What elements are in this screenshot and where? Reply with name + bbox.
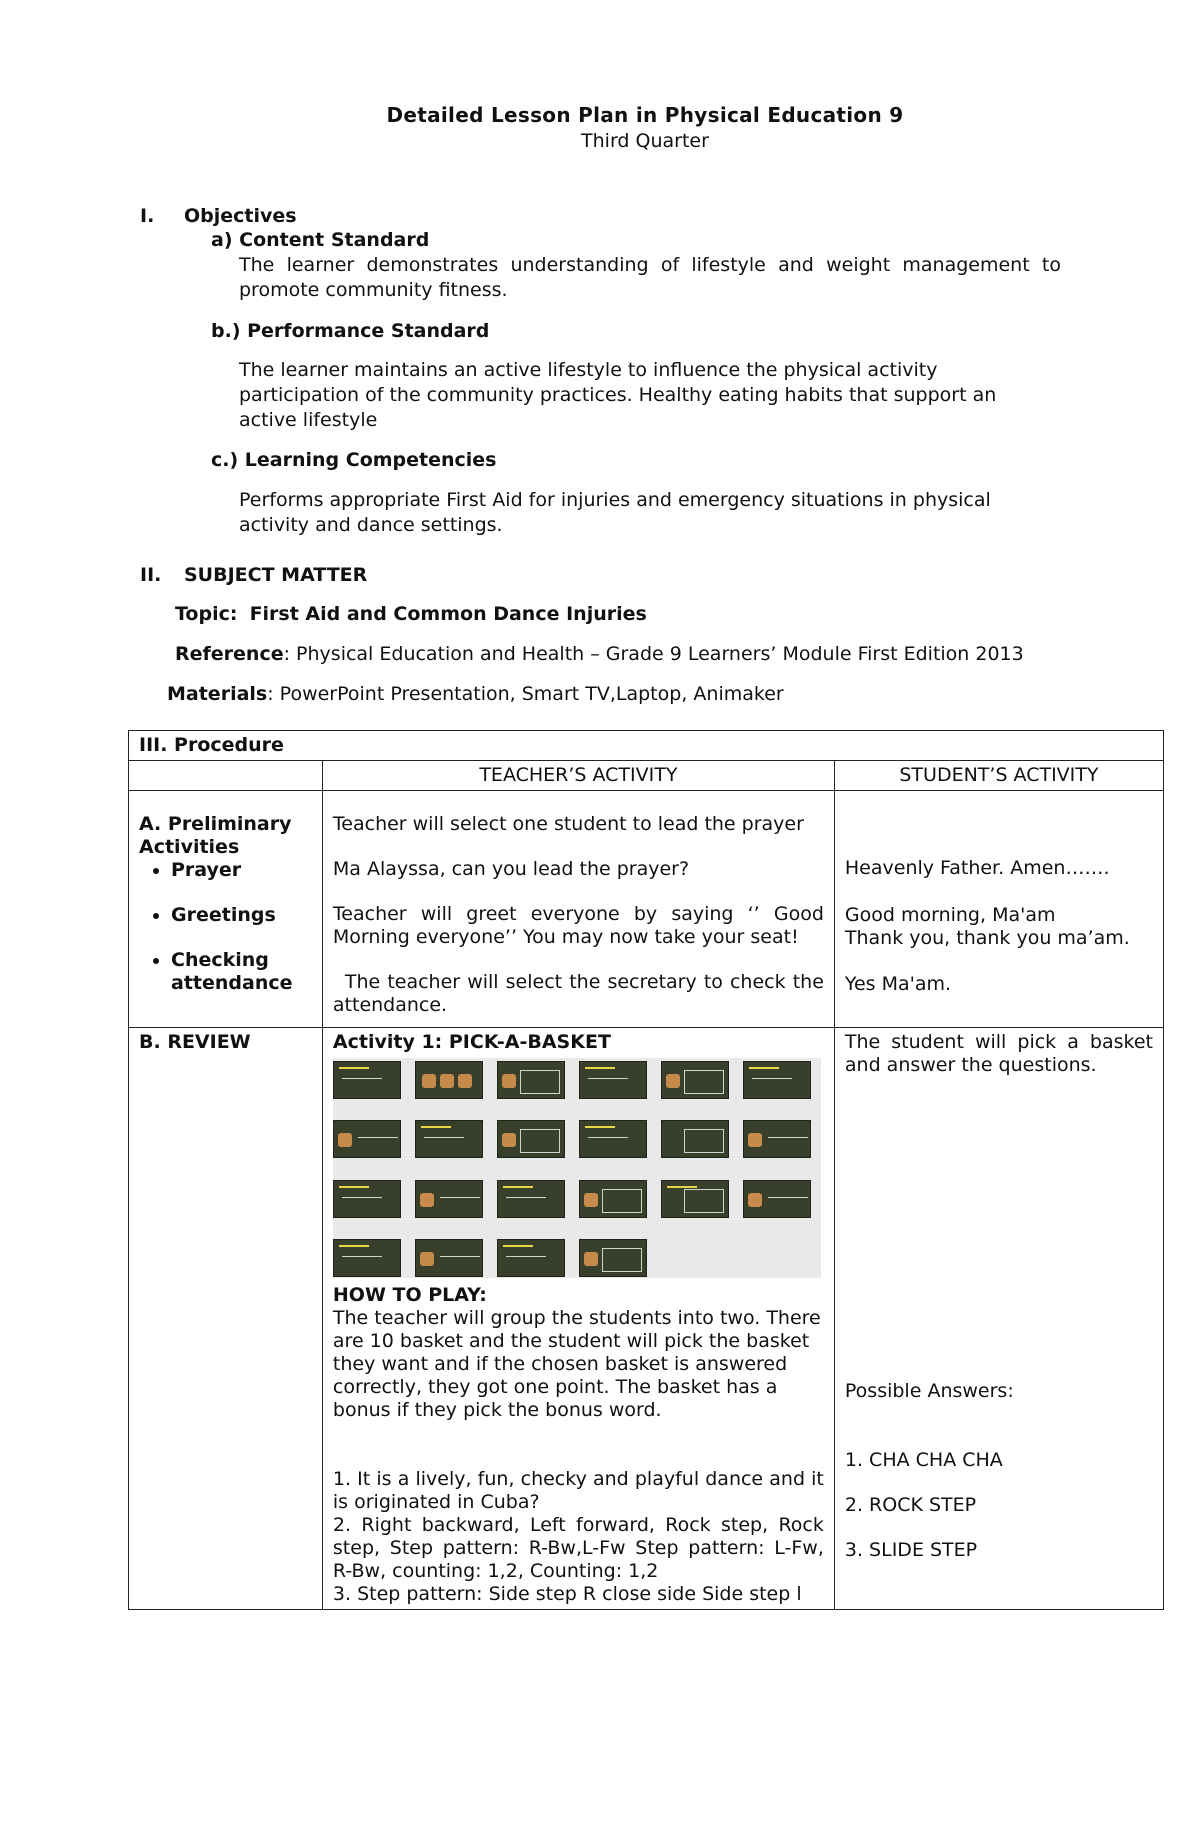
slide-thumb — [661, 1061, 729, 1099]
procedure-blank-header-cell — [129, 761, 323, 791]
teacher-prelim-3: Teacher will greet everyone by saying ‘’ Good Morning everyone’’ You may now take your seat! — [332, 903, 824, 948]
answer-1: 1. CHA CHA CHA — [844, 1449, 1003, 1471]
bullet-greetings: • Greetings — [171, 904, 312, 927]
question-2: 2. Right backward, Left forward, Rock step, Rock step, Step pattern: R-Bw,L-Fw Step pattern: L-Fw, R-Bw, counting: 1,2, Counting: 1,2 — [332, 1514, 824, 1582]
student-review-intro: The student will pick a basket and answer the questions. — [844, 1031, 1153, 1076]
slide-thumb — [579, 1120, 647, 1158]
question-3: 3. Step pattern: Side step R close side Side step l — [332, 1583, 802, 1605]
slide-thumb — [661, 1180, 729, 1218]
how-to-play-text: The teacher will group the students into two. There are 10 basket and the student will pick the basket they want and if the chosen basket is answered correctly, they got one point. The basket has a bonus if they pick the bonus word. — [332, 1307, 821, 1421]
slide-thumb — [743, 1120, 811, 1158]
answer-2: 2. ROCK STEP — [844, 1494, 977, 1516]
subject-matter-numeral: II. — [140, 564, 162, 586]
preliminary-row — [129, 791, 1164, 1028]
possible-answers-label: Possible Answers: — [844, 1380, 1014, 1402]
slide-thumb — [579, 1239, 647, 1277]
slide-thumbnails-image — [333, 1058, 821, 1278]
bullet-checking-attendance: • Checking attendance — [171, 949, 312, 995]
slide-thumb — [497, 1120, 565, 1158]
content-standard-heading: a) Content Standard — [211, 229, 430, 251]
procedure-table — [128, 730, 1164, 1610]
student-prelim-2: Good morning, Ma'am — [844, 904, 1056, 926]
slide-thumb — [333, 1239, 401, 1277]
slide-thumb — [415, 1239, 483, 1277]
slide-thumb — [333, 1061, 401, 1099]
activity-title: Activity 1: PICK-A-BASKET — [332, 1031, 611, 1053]
question-1: 1. It is a lively, fun, checky and playful dance and it is originated in Cuba? — [332, 1468, 824, 1513]
subject-matter-heading: SUBJECT MATTER — [184, 564, 368, 586]
slide-thumb — [497, 1061, 565, 1099]
slide-thumb — [333, 1180, 401, 1218]
slide-thumb — [579, 1180, 647, 1218]
teacher-prelim-2: Ma Alayssa, can you lead the prayer? — [332, 858, 690, 880]
review-heading: B. REVIEW — [129, 1028, 323, 1610]
slide-thumb — [661, 1120, 729, 1158]
slide-thumb — [743, 1180, 811, 1218]
student-activity-header: STUDENT’S ACTIVITY — [834, 761, 1163, 791]
topic-value: First Aid and Common Dance Injuries — [249, 603, 647, 625]
materials-line — [167, 683, 784, 705]
slide-thumb — [415, 1180, 483, 1218]
teacher-prelim-1: Teacher will select one student to lead the prayer — [332, 813, 804, 835]
objectives-heading: Objectives — [184, 205, 297, 227]
objectives-numeral: I. — [140, 205, 155, 227]
slide-thumb — [415, 1120, 483, 1158]
learning-competencies-heading: c.) Learning Competencies — [211, 449, 497, 471]
content-standard-text: The learner demonstrates understanding of lifestyle and weight management to promote community fitness. — [239, 254, 1061, 301]
slide-thumb — [497, 1180, 565, 1218]
page-title: Detailed Lesson Plan in Physical Education 9 — [386, 103, 904, 127]
slide-thumb — [579, 1061, 647, 1099]
student-prelim-3: Thank you, thank you ma’am. — [844, 927, 1130, 949]
slide-thumb — [333, 1120, 401, 1158]
reference-label: Reference — [175, 643, 284, 665]
slide-thumb — [743, 1061, 811, 1099]
review-row — [129, 1028, 1164, 1610]
teacher-activity-header: TEACHER’S ACTIVITY — [322, 761, 834, 791]
bullet-prayer: • Prayer — [171, 859, 312, 882]
learning-competencies-text: Performs appropriate First Aid for injuries and emergency situations in physical activity and dance settings. — [239, 489, 991, 536]
reference-line — [175, 643, 1024, 665]
materials-value: : PowerPoint Presentation, Smart TV,Laptop, Animaker — [267, 683, 784, 705]
preliminary-bullets — [139, 859, 312, 995]
student-prelim-1: Heavenly Father. Amen……. — [844, 857, 1110, 879]
answer-3: 3. SLIDE STEP — [844, 1539, 978, 1561]
materials-label: Materials — [167, 683, 268, 705]
student-prelim-4: Yes Ma'am. — [844, 973, 952, 995]
teacher-prelim-4: The teacher will select the secretary to check the attendance. — [332, 971, 824, 1016]
performance-standard-heading: b.) Performance Standard — [211, 320, 490, 342]
how-to-play-heading: HOW TO PLAY: — [332, 1284, 487, 1306]
topic-line — [175, 603, 647, 625]
reference-value: : Physical Education and Health – Grade 9 Learners’ Module First Edition 2013 — [283, 643, 1024, 665]
performance-standard-text: The learner maintains an active lifestyle to influence the physical activity participation of the community practices. Healthy eating habits that support an active lifestyle — [239, 359, 997, 431]
topic-label: Topic: — [175, 603, 238, 625]
preliminary-heading: A. Preliminary Activities — [139, 813, 292, 858]
slide-thumb — [415, 1061, 483, 1099]
slide-thumb — [497, 1239, 565, 1277]
procedure-heading: III. Procedure — [129, 731, 1164, 761]
page-subtitle: Third Quarter — [581, 130, 709, 152]
